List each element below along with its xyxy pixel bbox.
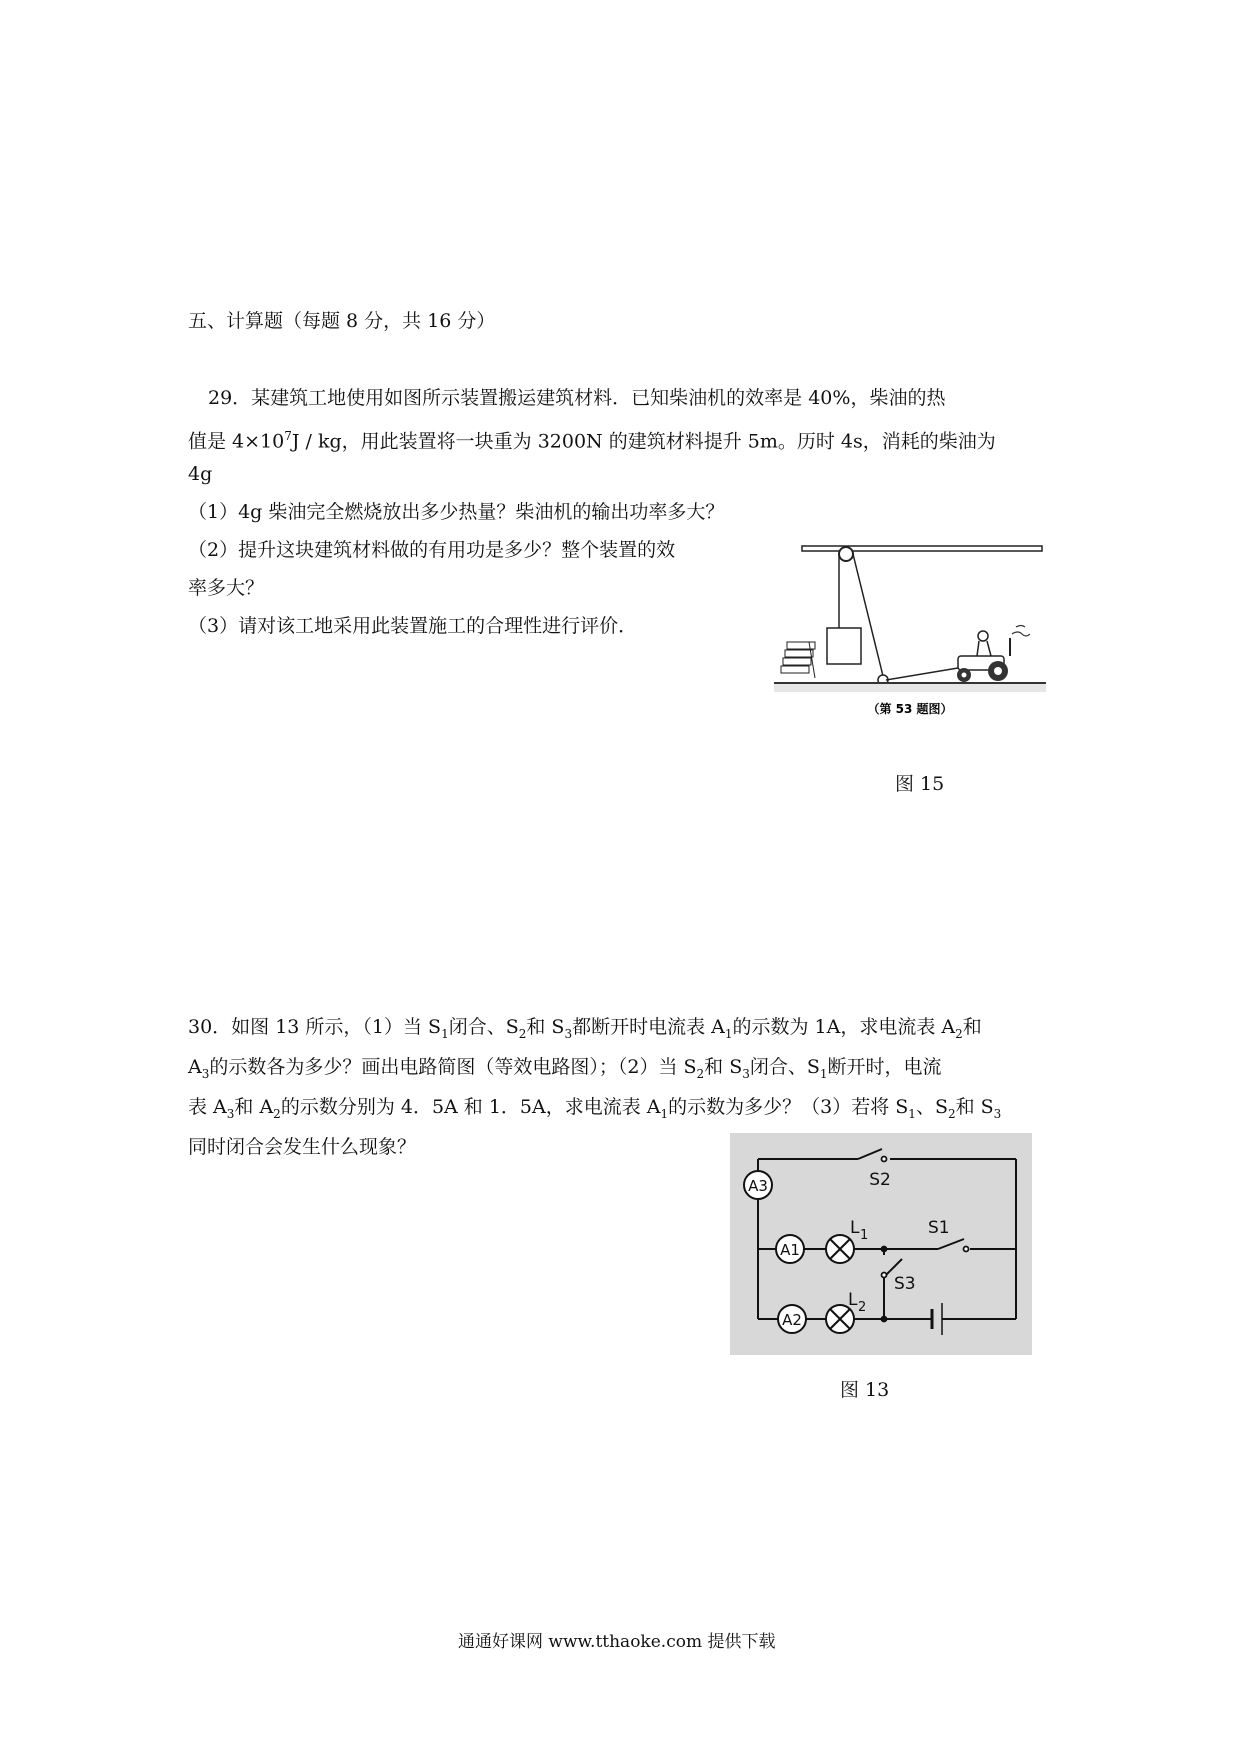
figure-13-label: 图 13 xyxy=(840,1379,890,1401)
q29-subquestion-2: （2）提升这块建筑材料做的有用功是多少？整个装置的效 xyxy=(188,539,676,561)
figure-15-label: 图 15 xyxy=(895,773,945,795)
ammeter-a3-label: A3 xyxy=(748,1177,768,1195)
switch-s1-label: S1 xyxy=(928,1218,950,1238)
switch-s2-label: S2 xyxy=(869,1170,891,1190)
q30-stem-line-4: 同时闭合会发生什么现象？ xyxy=(188,1136,417,1158)
q29-stem-line-2: 值是 $4\times 10^7J$ / kg，用此装置将一块重为 3200N 的建筑材料提升 5m。历时 4s，消耗的柴油为 xyxy=(188,429,996,453)
footer-credit: 通通好课网 www.tthaoke.com 提供下载 xyxy=(458,1632,776,1652)
circuit-diagram xyxy=(730,1133,1032,1355)
q30-stem-line-1: 30．如图 13 所示，（1）当 $S_1$闭合、$S_2$和 $S_3$都断开时电流表 $A_1$的示数为 1A，求电流表 $A_2$和 xyxy=(188,1016,982,1041)
lamp-l1-label: L xyxy=(850,1218,860,1238)
ammeter-a1-label: A1 xyxy=(780,1241,800,1259)
lamp-l2-label: L xyxy=(848,1290,858,1310)
q29-stem-line-1: 29．某建筑工地使用如图所示装置搬运建筑材料．已知柴油机的效率是 40%，柴油的热 xyxy=(208,387,946,409)
q29-subquestion-3: （3）请对该工地采用此装置施工的合理性进行评价． xyxy=(188,615,638,637)
lamp-l1-sub: 1 xyxy=(860,1228,869,1243)
figure-caption: （第 53 题图） xyxy=(867,702,953,716)
lamp-l2-sub: 2 xyxy=(858,1300,867,1315)
switch-s3-label: S3 xyxy=(894,1274,916,1294)
ammeter-a2-label: A2 xyxy=(782,1311,802,1329)
q29-subquestion-1: （1）4g 柴油完全燃烧放出多少热量？柴油机的输出功率多大？ xyxy=(188,501,725,523)
q30-stem-line-3: 表 $A_3$和 $A_2$的示数分别为 4．5A 和 1．5A，求电流表 $A_1$的示数为多少？（3）若将 $S_1$、$S_2$和 $S_3$ xyxy=(188,1096,1002,1121)
q29-subquestion-2-cont: 率多大？ xyxy=(188,577,265,599)
section-title: 五、计算题（每题 8 分，共 16 分） xyxy=(188,310,496,332)
pulley-tractor-figure xyxy=(770,530,1050,720)
lamp-l1 xyxy=(826,1235,854,1263)
q29-stem-line-3: 4g xyxy=(188,463,213,485)
q30-stem-line-2: $A_3$的示数各为多少？画出电路简图（等效电路图）；（2）当 $S_2$和 $S_3$闭合、$S_1$断开时，电流 xyxy=(188,1056,942,1081)
